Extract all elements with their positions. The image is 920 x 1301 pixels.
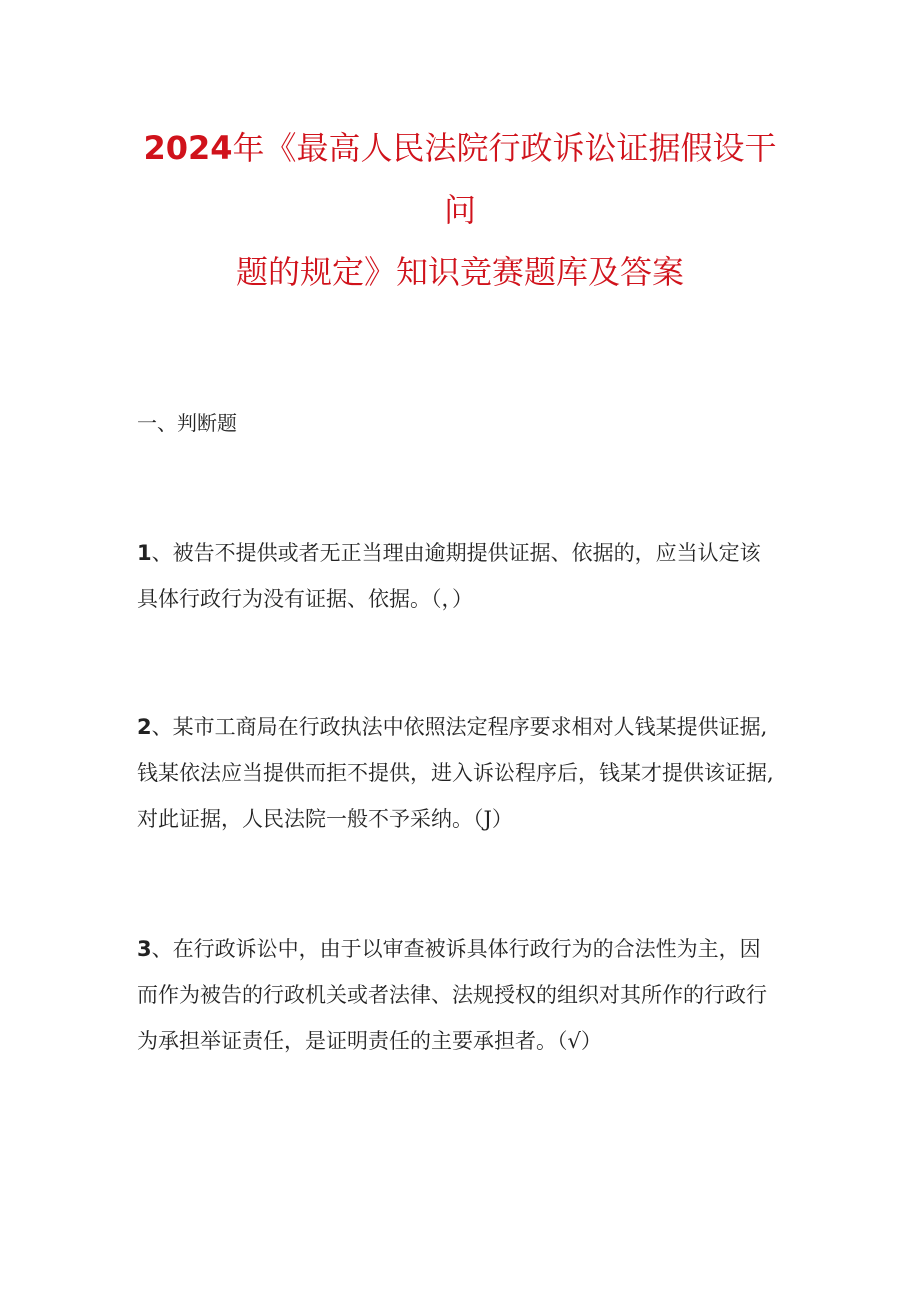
- question-number: 1: [137, 541, 152, 565]
- question-line: [137, 704, 797, 750]
- question-item: [137, 704, 797, 842]
- question-item: [137, 530, 797, 622]
- document-title-line-1: [0, 128, 920, 168]
- section-heading-true-false: 一、判断题: [137, 411, 237, 435]
- title-year: 2024: [143, 129, 233, 167]
- title-line-1-text: 年《最高人民法院行政诉讼证据假设干: [232, 129, 777, 167]
- document-title-line-3: 题的规定》知识竞赛题库及答案: [235, 253, 684, 291]
- question-line: 为承担举证责任，是证明责任的主要承担者。（√）: [137, 1029, 602, 1053]
- question-text: 、被告不提供或者无正当理由逾期提供证据、依据的，应当认定该: [151, 541, 761, 565]
- document-title-line-2: 问: [443, 191, 476, 229]
- question-line: [137, 926, 797, 972]
- question-item: [137, 926, 797, 1064]
- question-line: [137, 530, 797, 576]
- question-number: 2: [137, 715, 152, 739]
- question-line: 而作为被告的行政机关或者法律、法规授权的组织对其所作的行政行: [137, 983, 767, 1007]
- question-text: 、某市工商局在行政执法中依照法定程序要求相对人钱某提供证据,: [151, 715, 768, 739]
- question-number: 3: [137, 937, 152, 961]
- question-line: 对此证据，人民法院一般不予采纳。（J）: [137, 807, 513, 831]
- question-text: 、在行政诉讼中，由于以审查被诉具体行政行为的合法性为主，因: [151, 937, 761, 961]
- question-line: 钱某依法应当提供而拒不提供，进入诉讼程序后，钱某才提供该证据,: [137, 761, 774, 785]
- question-line: 具体行政行为没有证据、依据。（，）: [137, 587, 473, 611]
